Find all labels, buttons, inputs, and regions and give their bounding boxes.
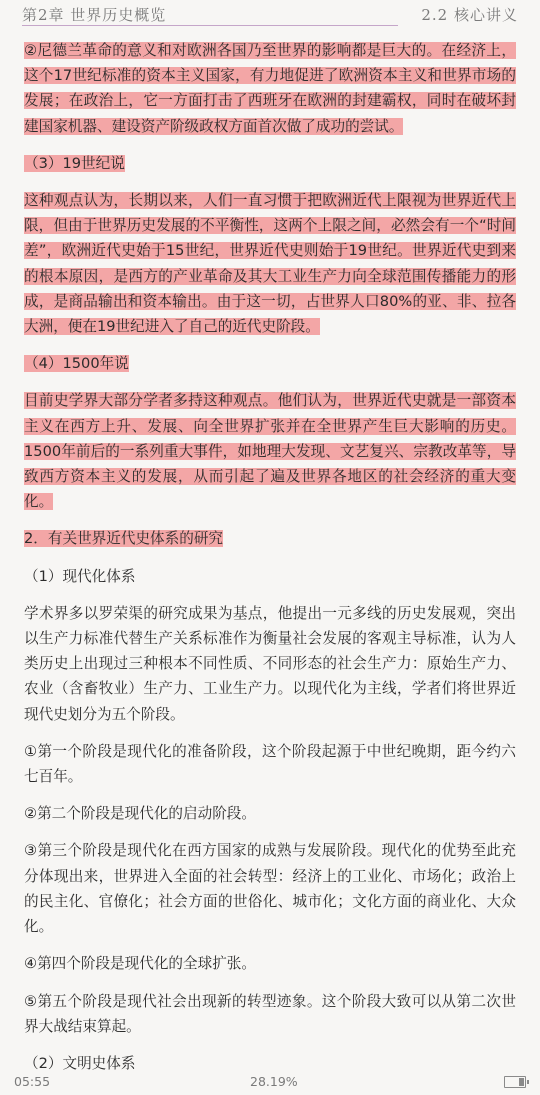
heading-modernization[interactable]: （1）现代化体系 [24, 567, 136, 585]
chapter-title: 第2章 世界历史概览 [22, 6, 167, 24]
highlight-span: （4）1500年说 [24, 355, 129, 373]
paragraph-19th-century[interactable] [24, 188, 516, 339]
highlight-span: 这种观点认为，长期以来，人们一直习惯于把欧洲近代上限视为世界近代上限，但由于世界历史发展的不平衡性，这两个上限之间，必然会有一个“时间差”，欧洲近代史始于15世纪，世界近代史则始于19世纪。世界近代史到来的根本原因，是西方的产业革命及其大工业生产力向全球范围传播能力的形成，是商品输出和资本输出。由于这一切，占世界人口80%的亚、非、拉各大洲，便在19世纪进入了自己的近代史阶段。 [24, 192, 516, 336]
heading-civilization[interactable]: （2）文明史体系 [24, 1054, 136, 1072]
reader-content[interactable] [24, 38, 516, 1088]
paragraph-1500[interactable] [24, 388, 516, 514]
paragraph-stage-2[interactable]: ②第二个阶段是现代化的启动阶段。 [24, 805, 256, 823]
section-title: 2.2 核心讲义 [421, 6, 518, 24]
heading-system-research[interactable] [24, 526, 516, 551]
highlight-span: ②尼德兰革命的意义和对欧洲各国乃至世界的影响都是巨大的。在经济上，这个17世纪标准的资本主义国家，有力地促进了欧洲资本主义和世界市场的发展；在政治上，它一方面打击了西班牙在欧洲的封建霸权，同时在破坏封建国家机器、建设资产阶级政权方面首次做了成功的尝试。 [24, 42, 516, 135]
highlight-span: 2．有关世界近代史体系的研究 [24, 530, 224, 548]
heading-19th-century[interactable] [24, 151, 516, 176]
paragraph-modernization[interactable]: 学术界多以罗荣渠的研究成果为基点，他提出一元多线的历史发展观，突出以生产力标准代替生产关系标准作为衡量社会发展的客观主导标准，认为人类历史上出现过三种根本不同性质、不同形态的社会生产力：原始生产力、农业（含畜牧业）生产力、工业生产力。以现代化为主线，学者们将世界近现代史划分为五个阶段。 [24, 604, 516, 723]
paragraph-stage-1[interactable]: ①第一个阶段是现代化的准备阶段，这个阶段起源于中世纪晚期，距今约六七百年。 [24, 742, 516, 786]
battery-fill [519, 1078, 524, 1086]
status-footer [0, 1068, 540, 1095]
battery-icon [504, 1076, 526, 1088]
page-header [0, 0, 540, 30]
header-divider [22, 25, 398, 26]
highlight-span: 目前史学界大部分学者多持这种观点。他们认为，世界近代史就是一部资本主义在西方上升、发展、向全世界扩张并在全世界产生巨大影响的历史。1500年前后的一系列重大事件，如地理大发现、文艺复兴、宗教改革等，导致西方资本主义的发展，从而引起了遍及世界各地区的社会经济的重大变化。 [24, 392, 516, 511]
paragraph-stage-4[interactable]: ④第四个阶段是现代化的全球扩张。 [24, 955, 256, 973]
paragraph-stage-3[interactable]: ③第三个阶段是现代化在西方国家的成熟与发展阶段。现代化的优势至此充分体现出来，世界进入全面的社会转型：经济上的工业化、市场化；政治上的民主化、官僚化；社会方面的世俗化、城市化；文化方面的商业化、大众化。 [24, 842, 516, 936]
paragraph-netherlands-revolution[interactable] [24, 38, 516, 139]
clock-time: 05:55 [14, 1074, 51, 1089]
heading-1500[interactable] [24, 351, 516, 376]
reading-progress: 28.19% [250, 1074, 298, 1089]
highlight-span: （3）19世纪说 [24, 154, 125, 172]
paragraph-stage-5[interactable]: ⑤第五个阶段是现代社会出现新的转型迹象。这个阶段大致可以从第二次世界大战结束算起。 [24, 992, 516, 1035]
